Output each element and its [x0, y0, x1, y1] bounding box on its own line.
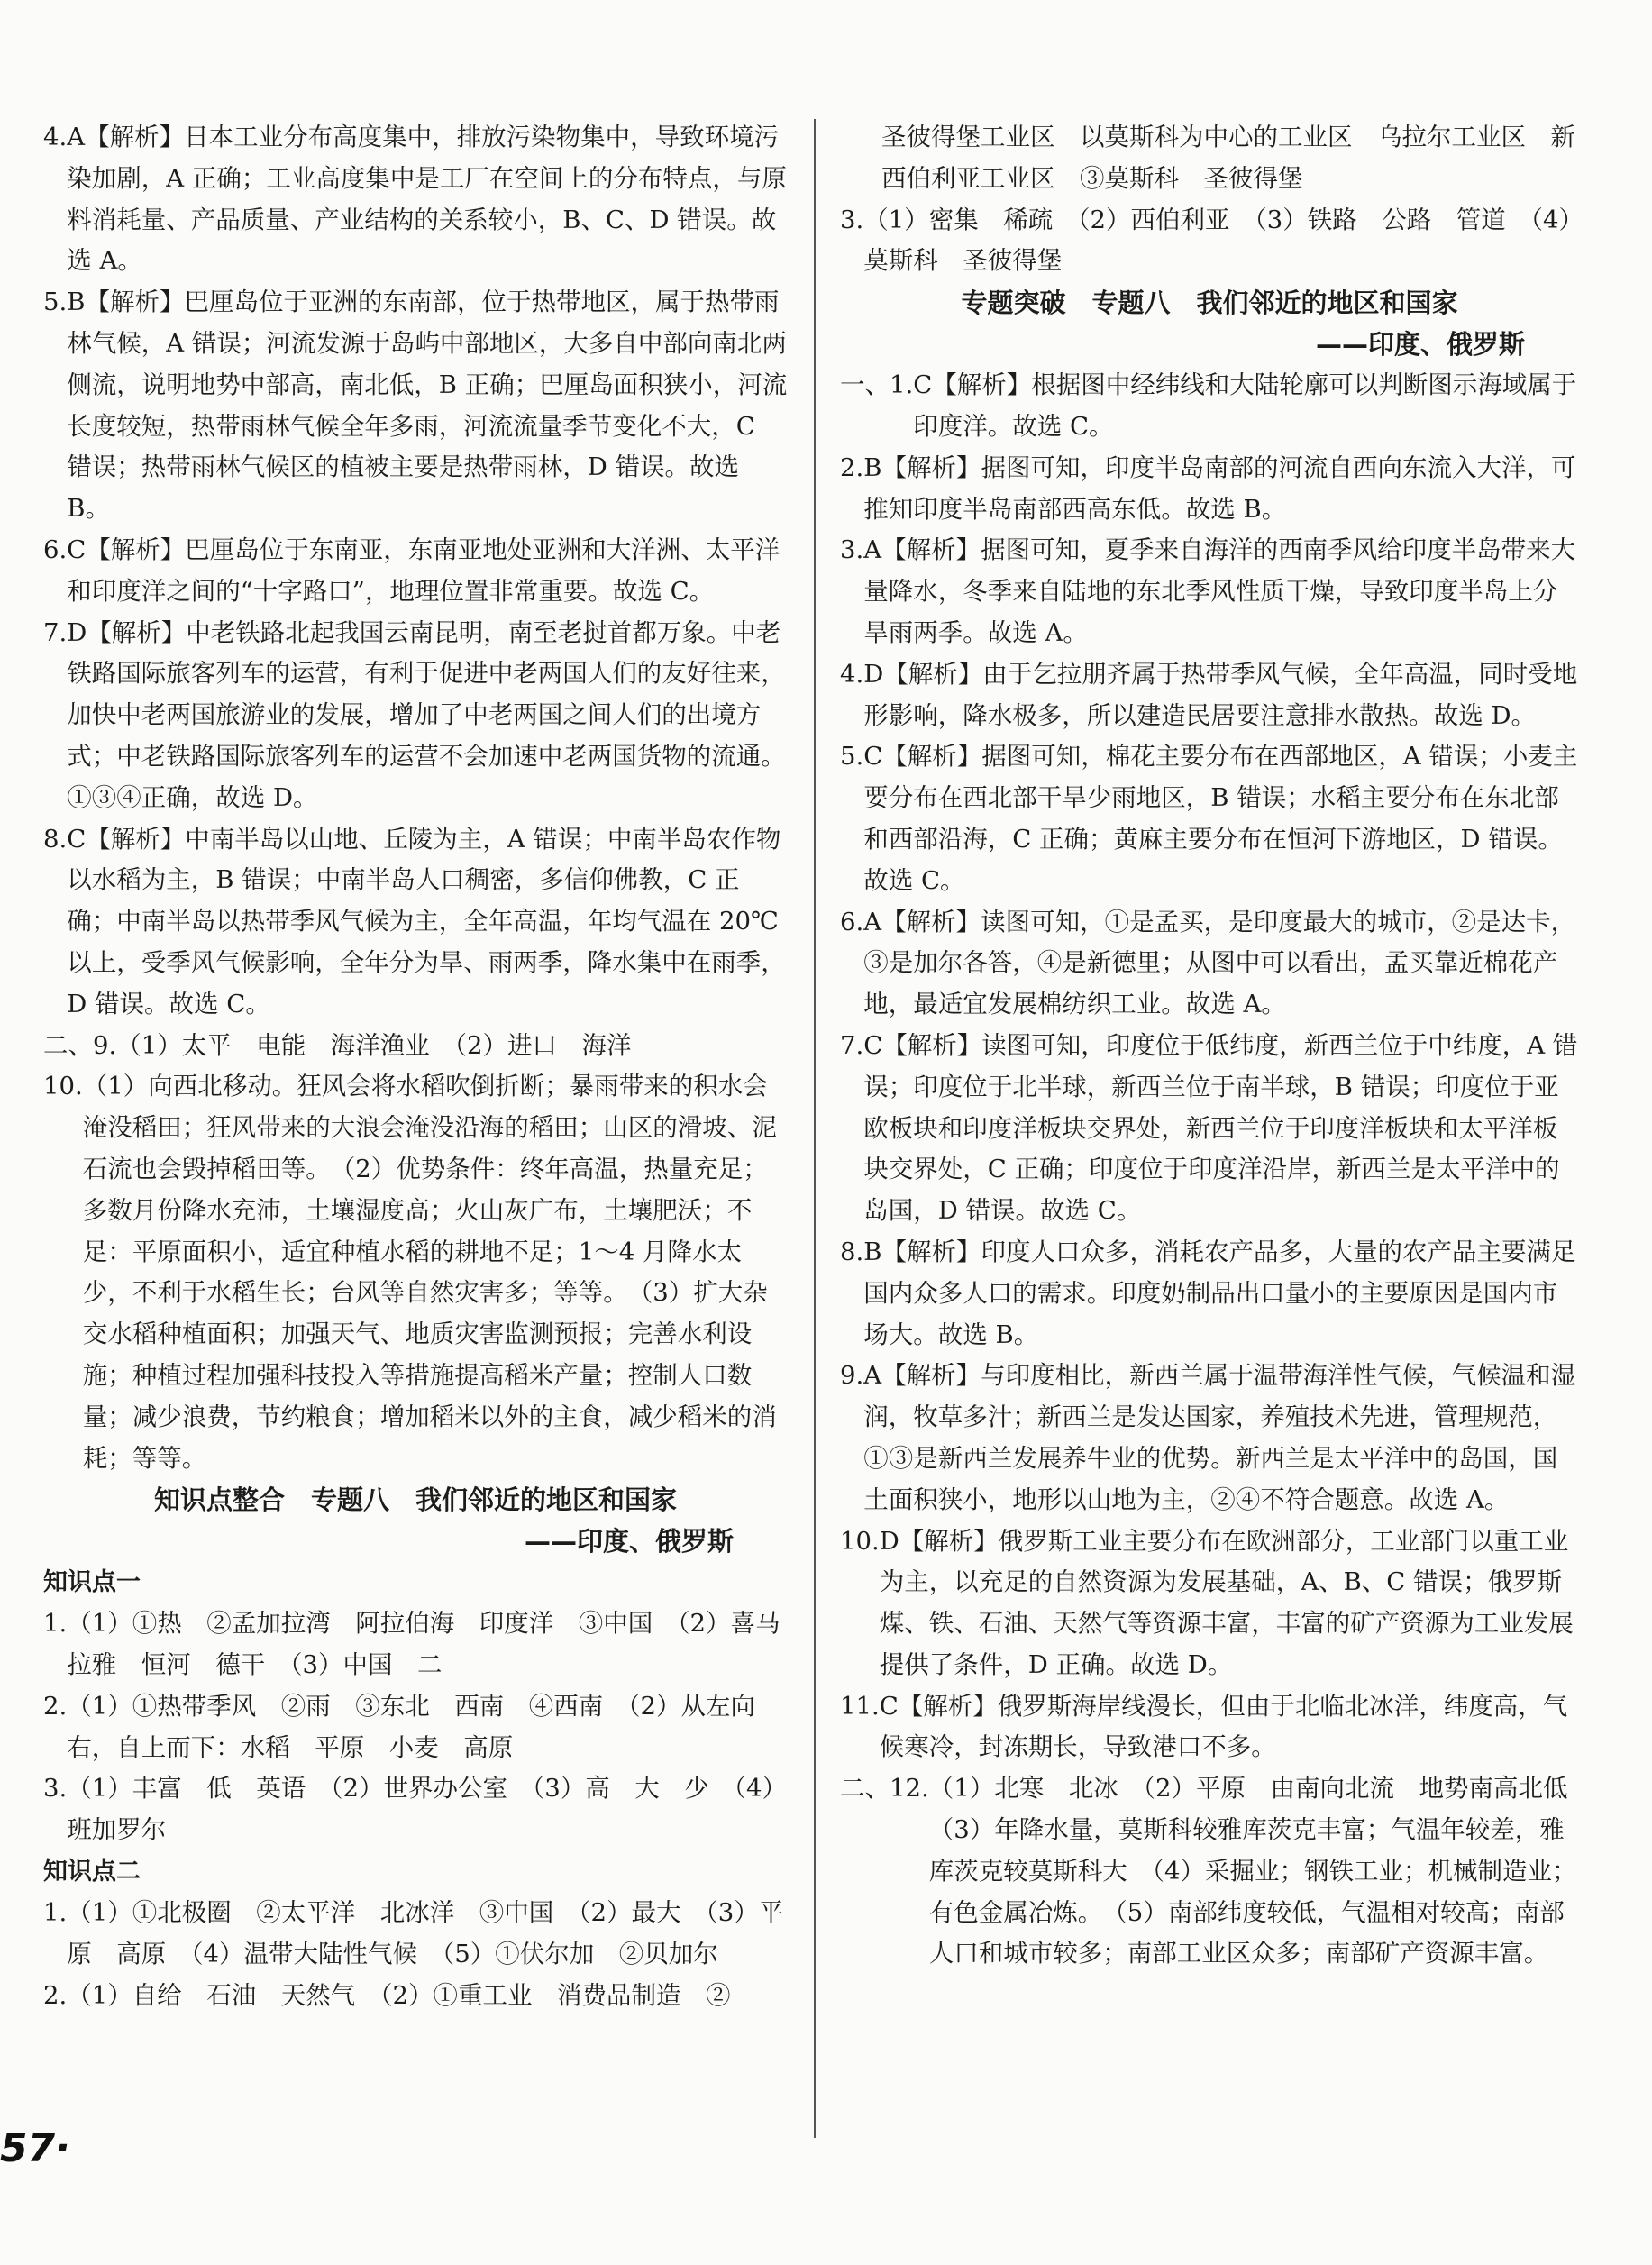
answer-item: [43, 1976, 788, 2017]
right-column: [840, 117, 1593, 1975]
answer-item: [840, 1356, 1579, 1521]
answer-text: B【解析】巴厘岛位于亚洲的东南部，位于热带地区，属于热带雨林气候，A 错误；河流发源于岛屿中部地区，大多自中部向南北两侧流，说明地势中部高，南北低，B 正确；巴厘岛面积狭小，河流长度较短，热带雨林气候全年多雨，河流流量季节变化不大，C 错误；热带雨林气候区的植被主要是热带雨林，D 错误。故选 B。: [67, 288, 788, 524]
section-heading-breakthrough-subtitle: ——印度、俄罗斯: [1315, 329, 1525, 361]
answer-item: [840, 654, 1579, 737]
answer-number: 2.: [43, 1980, 68, 2010]
answer-number: 一、1.: [840, 370, 914, 400]
section-heading-breakthrough: 专题突破 专题八 我们邻近的地区和国家: [961, 288, 1458, 319]
answer-item: [43, 613, 788, 819]
answer-item: [43, 1686, 788, 1769]
left-column: [43, 117, 788, 2016]
answer-number: 2.: [840, 452, 864, 482]
answer-text: （1）①热 ②孟加拉湾 阿拉伯海 印度洋 ③中国 （2）喜马拉雅 恒河 德干 （3）中国 二: [67, 1609, 780, 1680]
answer-number: 6.: [43, 534, 68, 564]
answer-text: （1）①热带季风 ②雨 ③东北 西南 ④西南 （2）从左向右，自上而下：水稻 平原 小麦 高原: [67, 1691, 755, 1762]
answer-number: 2.: [43, 1691, 68, 1721]
answer-text: A【解析】与印度相比，新西兰属于温带海洋性气候，气候温和湿润，牧草多汁；新西兰是发达国家，养殖技术先进，管理规范，①③是新西兰发展养牛业的优势。新西兰是太平洋中的岛国，国土面积狭小，地形以山地为主，②④不符合题意。故选 A。: [863, 1361, 1576, 1514]
answer-text: C【解析】巴厘岛位于东南亚，东南亚地处亚洲和大洋洲、太平洋和印度洋之间的“十字路口”，地理位置非常重要。故选 C。: [67, 534, 780, 606]
answer-item: [840, 448, 1579, 531]
answer-number: 二、9.: [43, 1030, 117, 1060]
answer-item: [840, 1232, 1579, 1356]
answer-text: D【解析】俄罗斯工业主要分布在欧洲部分，工业部门以重工业为主，以充足的自然资源为发展基础，A、B、C 错误；俄罗斯煤、铁、石油、天然气等资源丰富，丰富的矿产资源为工业发展提供了条件，D 正确。故选 D。: [879, 1526, 1574, 1679]
page-number: 57·: [0, 2125, 70, 2171]
answer-number: 3.: [43, 1774, 68, 1804]
right-answers: [840, 365, 1593, 1975]
answer-text: C【解析】俄罗斯海岸线漫长，但由于北临北冰洋，纬度高，气候寒冷，封冻期长，导致港口不多。: [879, 1691, 1568, 1762]
answer-text: A【解析】据图可知，夏季来自海洋的西南季风给印度半岛带来大量降水，冬季来自陆地的东北季风性质干燥，导致印度半岛上分旱雨两季。故选 A。: [863, 535, 1576, 647]
column-divider: [814, 119, 816, 2138]
answer-text: A【解析】读图可知，①是孟买，是印度最大的城市，②是达卡，③是加尔各答，④是新德里；从图中可以看出，孟买靠近棉花产地，最适宜发展棉纺织工业。故选 A。: [863, 907, 1576, 1019]
answer-number: 4.: [840, 659, 864, 689]
answer-text: （1）北寒 北冰 （2）平原 由南向北流 地势南高北低 （3）年降水量，莫斯科较雅库茨克丰富；气温年较差，雅库茨克较莫斯科大 （4）采掘业；钢铁工业；机械制造业；有色金属冶炼。 （5）南部纬度较低，气温相对较高；南部人口和城市较多；南部工业区众多；南部矿产资源丰富。: [928, 1774, 1593, 1968]
answer-number: 7.: [840, 1030, 864, 1060]
answer-continuation: 圣彼得堡工业区 以莫斯科为中心的工业区 乌拉尔工业区 新西伯利亚工业区 ③莫斯科 圣彼得堡: [881, 123, 1575, 193]
answer-item: [43, 1603, 788, 1686]
answer-item: [840, 1768, 1593, 1975]
answer-text: （1）太平 电能 海洋渔业 （2）进口 海洋: [116, 1030, 632, 1060]
section-heading-integration-subtitle: ——印度、俄罗斯: [524, 1526, 734, 1557]
answer-item: [43, 282, 788, 530]
answer-number: 1.: [43, 1609, 68, 1639]
answer-text: （1）丰富 低 英语 （2）世界办公室 （3）高 大 少 （4）班加罗尔: [67, 1774, 787, 1845]
answer-text: C【解析】根据图中经纬线和大陆轮廓可以判断图示海域属于印度洋。故选 C。: [913, 370, 1577, 441]
answer-item: [840, 200, 1579, 283]
answer-item: [43, 530, 788, 613]
answer-item: [43, 1026, 788, 1067]
answer-item: [43, 1893, 788, 1976]
answer-text: D【解析】由于乞拉朋齐属于热带季风气候，全年高温，同时受地形影响，降水极多，所以建造民居要注意排水散热。故选 D。: [863, 659, 1578, 730]
answer-text: A【解析】日本工业分布高度集中，排放污染物集中，导致环境污染加剧，A 正确；工业高度集中是工厂在空间上的分布特点，与原料消耗量、产品质量、产业结构的关系较小，B、C、D 错误。故选 A。: [67, 123, 787, 276]
answer-number: 9.: [840, 1361, 864, 1391]
answer-number: 3.: [840, 205, 864, 234]
answer-number: 10.: [43, 1072, 83, 1101]
answer-number: 4.: [43, 123, 68, 151]
answer-item: [43, 1066, 788, 1479]
knowledge-point-2-items: [43, 1893, 788, 2016]
answer-number: 7.: [43, 617, 68, 647]
answer-number: 8.: [43, 824, 68, 854]
answer-text: B【解析】印度人口众多，消耗农产品多，大量的农产品主要满足国内众多人口的需求。印度奶制品出口量小的主要原因是国内市场大。故选 B。: [863, 1237, 1576, 1349]
answer-item: [840, 1521, 1579, 1686]
answer-number: 11.: [840, 1691, 880, 1721]
answer-text: C【解析】读图可知，印度位于低纬度，新西兰位于中纬度，A 错误；印度位于北半球，新西兰位于南半球，B 错误；印度位于亚欧板块和印度洋板块交界处，新西兰位于印度洋板块和太平洋板块交界处，C 正确；印度位于印度洋沿岸，新西兰是太平洋中的岛国，D 错误。故选 C。: [863, 1030, 1578, 1226]
answer-item: [43, 117, 788, 282]
answer-number: 6.: [840, 907, 864, 936]
answer-number: 5.: [840, 742, 864, 772]
answer-item: [43, 819, 788, 1026]
answer-item: [840, 1686, 1579, 1769]
knowledge-point-1-label: 知识点一: [43, 1568, 141, 1597]
answer-item: [840, 530, 1579, 653]
answer-number: 二、12.: [840, 1774, 929, 1804]
answer-number: 3.: [840, 535, 864, 565]
answer-text: B【解析】据图可知，印度半岛南部的河流自西向东流入大洋，可推知印度半岛南部西高东低。故选 B。: [863, 452, 1576, 524]
knowledge-point-1-items: [43, 1603, 788, 1851]
answer-text: （1）①北极圈 ②太平洋 北冰洋 ③中国 （2）最大 （3）平原 高原 （4）温带大陆性气候 （5）①伏尔加 ②贝加尔: [67, 1898, 784, 1968]
left-answers: [43, 117, 788, 1479]
section-heading-integration: 知识点整合 专题八 我们邻近的地区和国家: [153, 1484, 677, 1516]
answer-text: C【解析】据图可知，棉花主要分布在西部地区，A 错误；小麦主要分布在西北部干旱少雨地区，B 错误；水稻主要分布在东北部和西部沿海，C 正确；黄麻主要分布在恒河下游地区，D 错误。故选 C。: [863, 742, 1578, 895]
answer-number: 5.: [43, 288, 68, 317]
answer-text: （1）自给 石油 天然气 （2）①重工业 消费品制造 ②: [67, 1980, 731, 2010]
answer-item: [840, 1026, 1579, 1232]
answer-text: （1）向西北移动。狂风会将水稻吹倒折断；暴雨带来的积水会淹没稻田；狂风带来的大浪会淹没沿海的稻田；山区的滑坡、泥石流也会毁掉稻田等。 （2）优势条件：终年高温，热量充足；多数月份降水充沛，土壤湿度高；火山灰广布，土壤肥沃；不足：平原面积小，适宜种植水稻的耕地不足；1～4 月降水太少，不利于水稻生长；台风等自然灾害多；等等。 （3）扩大杂交水稻种植面积；加强天气、地质灾害监测预报；完善水利设施；种植过程加强科技投入等措施提高稻米产量；控制人口数量；减少浪费，节约粮食；增加稻米以外的主食，减少稻米的消耗；等等。: [82, 1072, 777, 1473]
answer-number: 1.: [43, 1898, 68, 1928]
knowledge-point-2-label: 知识点二: [43, 1858, 141, 1886]
answer-item: [840, 736, 1579, 901]
answer-text: D【解析】中老铁路北起我国云南昆明，南至老挝首都万象。中老铁路国际旅客列车的运营，有利于促进中老两国人们的友好往来，加快中老两国旅游业的发展，增加了中老两国之间人们的出境方式；中老铁路国际旅客列车的运营不会加速中老两国货物的流通。①③④正确，故选 D。: [67, 617, 786, 812]
answer-text: （1）密集 稀疏 （2）西伯利亚 （3）铁路 公路 管道 （4）莫斯科 圣彼得堡: [863, 205, 1572, 276]
answer-number: 10.: [840, 1526, 880, 1556]
answer-item: [43, 1768, 788, 1851]
answer-number: 8.: [840, 1237, 864, 1266]
answer-item: [840, 902, 1579, 1026]
answer-item: [840, 365, 1579, 448]
answer-text: C【解析】中南半岛以山地、丘陵为主，A 错误；中南半岛农作物以水稻为主，B 错误；中南半岛人口稠密，多信仰佛教，C 正确；中南半岛以热带季风气候为主，全年高温，年均气温在 20℃以上，受季风气候影响，全年分为旱、雨两季，降水集中在雨季，D 错误。故选 C。: [67, 824, 786, 1018]
